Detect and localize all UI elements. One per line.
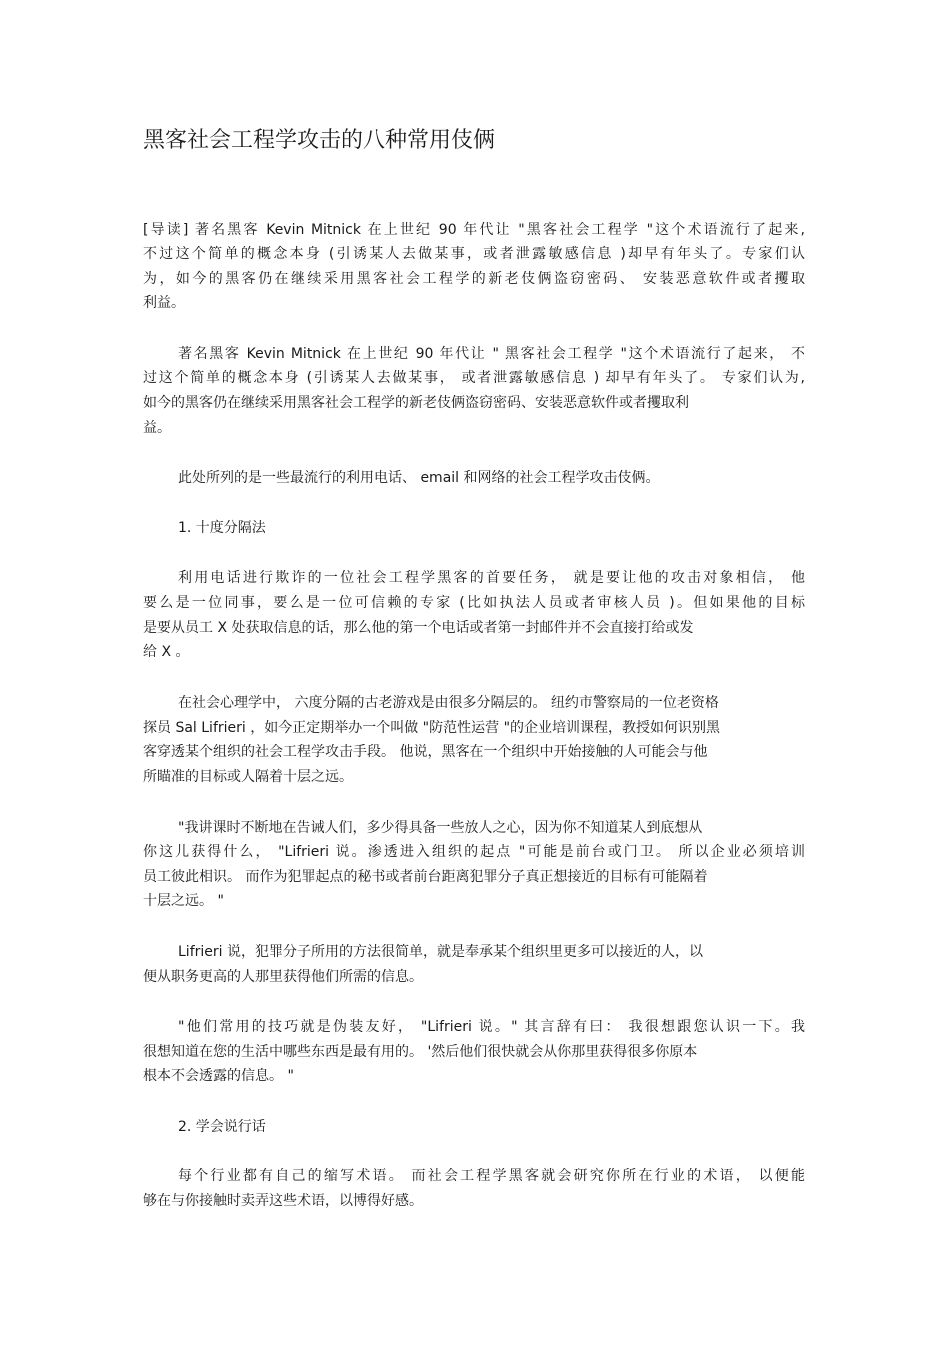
paragraph-line: "他们常用的技巧就是伪装友好， "Lifrieri 说。" 其言辞有曰： 我很想跟您认识一下。我 (178, 1019, 805, 1035)
paragraph-line: 利用电话进行欺诈的一位社会工程学黑客的首要任务， 就是要让他的攻击对象相信， 他 (178, 570, 805, 586)
section-heading: 2. 学会说行话 (178, 1119, 266, 1135)
paragraph-line: "我讲课时不断地在告诫人们，多少得具备一些放人之心，因为你不知道某人到底想从 (178, 820, 703, 836)
page-title: 黑客社会工程学攻击的八种常用伎俩 (143, 128, 496, 153)
paragraph-line: 员工彼此相识。 而作为犯罪起点的秘书或者前台距离犯罪分子真正想接近的目标有可能隔着 (143, 869, 708, 885)
paragraph-line: 很想知道在您的生活中哪些东西是最有用的。 '然后他们很快就会从你那里获得很多你原本 (143, 1044, 698, 1060)
paragraph-line: 十层之远。 " (143, 893, 224, 909)
paragraph-line: 探员 Sal Lifrieri ，如今正定期举办一个叫做 "防范性运营 "的企业培训课程，教授如何识别黑 (143, 720, 721, 736)
paragraph-line: 此处所列的是一些最流行的利用电话、 email 和网络的社会工程学攻击伎俩。 (178, 470, 660, 486)
intro-line: 为，如今的黑客仍在继续采用黑客社会工程学的新老伎俩盗窃密码、 安装恶意软件或者攫取 (143, 271, 805, 287)
paragraph-line: 给 X 。 (143, 644, 190, 660)
paragraph-line: 所瞄准的目标或人隔着十层之远。 (143, 769, 353, 785)
intro-line: 利益。 (143, 295, 185, 311)
paragraph-line: 每个行业都有自己的缩写术语。 而社会工程学黑客就会研究你所在行业的术语， 以便能 (178, 1168, 805, 1184)
paragraph-line: 够在与你接触时卖弄这些术语，以博得好感。 (143, 1193, 423, 1209)
intro-line: 不过这个简单的概念本身 (引诱某人去做某事，或者泄露敏感信息 )却早有年头了。专家们认 (143, 246, 805, 262)
paragraph-line: 著名黑客 Kevin Mitnick 在上世纪 90 年代让 " 黑客社会工程学 "这个术语流行了起来， 不 (178, 346, 805, 362)
paragraph-line: 是要从员工 X 处获取信息的话，那么他的第一个电话或者第一封邮件并不会直接打给或发 (143, 620, 694, 636)
paragraph-line: 过这个简单的概念本身 (引诱某人去做某事， 或者泄露敏感信息 ) 却早有年头了。 专家们认为, (143, 370, 805, 386)
paragraph-line: Lifrieri 说，犯罪分子所用的方法很简单，就是奉承某个组织里更多可以接近的人，以 (178, 944, 703, 960)
paragraph-line: 如今的黑客仍在继续采用黑客社会工程学的新老伎俩盗窃密码、安装恶意软件或者攫取利 (143, 395, 689, 411)
paragraph-line: 益。 (143, 420, 171, 436)
section-heading: 1. 十度分隔法 (178, 520, 266, 536)
paragraph-line: 便从职务更高的人那里获得他们所需的信息。 (143, 969, 423, 985)
paragraph-line: 你这儿获得什么， "Lifrieri 说。渗透进入组织的起点 "可能是前台或门卫。 所以企业必须培训 (143, 844, 805, 860)
paragraph-line: 在社会心理学中， 六度分隔的古老游戏是由很多分隔层的。 纽约市警察局的一位老资格 (178, 695, 719, 711)
paragraph-line: 要么是一位同事，要么是一位可信赖的专家 (比如执法人员或者审核人员 )。但如果他的目标 (143, 595, 805, 611)
paragraph-line: 客穿透某个组织的社会工程学攻击手段。 他说，黑客在一个组织中开始接触的人可能会与他 (143, 744, 708, 760)
paragraph-line: 根本不会透露的信息。 " (143, 1068, 294, 1084)
intro-line: [导读] 著名黑客 Kevin Mitnick 在上世纪 90 年代让 "黑客社会工程学 "这个术语流行了起来, (143, 222, 805, 238)
